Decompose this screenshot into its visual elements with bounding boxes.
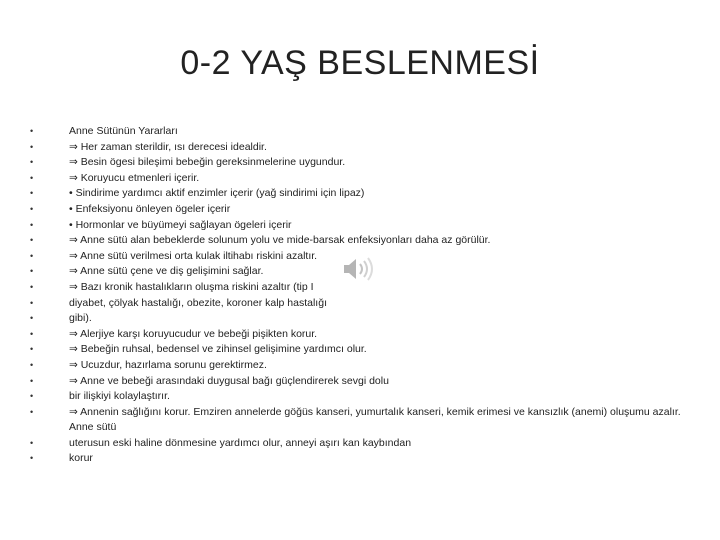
bullet-item: [30, 374, 690, 390]
bullet-dot: •: [30, 297, 34, 308]
bullet-item: [30, 233, 690, 249]
bullet-dot: •: [30, 328, 34, 339]
bullet-text: ⇒ Her zaman sterildir, ısı derecesi idealdir.: [69, 140, 267, 153]
bullet-item: [30, 358, 690, 374]
bullet-item: [30, 327, 690, 343]
bullet-dot: •: [30, 157, 34, 168]
bullet-text: ⇒ Koruyucu etmenleri içerir.: [69, 171, 200, 184]
bullet-dot: •: [30, 375, 34, 386]
bullet-dot: •: [30, 359, 34, 370]
bullet-text: ⇒ Annenin sağlığını korur. Emziren annelerde göğüs kanseri, yumurtalık kanseri, kemik erimesi ve kansızlık (anemi) oluşumu azalır. Anne sütü: [69, 405, 681, 434]
speaker-icon[interactable]: [340, 254, 380, 284]
bullet-text: • Hormonlar ve büyümeyi sağlayan ögeleri içerir: [69, 218, 292, 231]
bullet-item: [30, 436, 690, 452]
bullet-text: ⇒ Ucuzdur, hazırlama sorunu gerektirmez.: [69, 358, 267, 371]
bullet-dot: •: [30, 266, 34, 277]
bullet-dot: •: [30, 172, 34, 183]
bullet-text: diyabet, çölyak hastalığı, obezite, koroner kalp hastalığı: [69, 296, 327, 309]
bullet-item: [30, 140, 690, 156]
bullet-text: ⇒ Anne ve bebeği arasındaki duygusal bağı güçlendirerek sevgi dolu: [69, 374, 389, 387]
bullet-text: ⇒ Anne sütü verilmesi orta kulak iltihabı riskini azaltır.: [69, 249, 318, 262]
bullet-dot: •: [30, 203, 34, 214]
bullet-text: • Sindirime yardımcı aktif enzimler içerir (yağ sindirimi için lipaz): [69, 187, 365, 200]
slide-title: 0-2 YAŞ BESLENMESİ: [180, 44, 540, 82]
bullet-text: gibi).: [69, 312, 92, 325]
bullet-text: ⇒ Anne sütü çene ve diş gelişimini sağlar.: [69, 265, 264, 278]
bullet-item: [30, 389, 690, 405]
bullet-item: [30, 218, 690, 234]
bullet-dot: •: [30, 344, 34, 355]
bullet-item: [30, 202, 690, 218]
bullet-text: Anne Sütünün Yararları: [69, 125, 178, 137]
bullet-dot: •: [30, 126, 34, 136]
bullet-item: [30, 155, 690, 171]
bullet-text: ⇒ Bebeğin ruhsal, bedensel ve zihinsel gelişimine yardımcı olur.: [69, 343, 367, 356]
bullet-text: korur: [69, 452, 93, 465]
bullet-item: [30, 311, 690, 327]
bullet-text: bir ilişkiyi kolaylaştırır.: [69, 390, 170, 403]
bullet-dot: •: [30, 313, 34, 324]
bullet-dot: •: [30, 453, 34, 464]
bullet-item: [30, 342, 690, 358]
bullet-text: ⇒ Besin ögesi bileşimi bebeğin gereksinmelerine uygundur.: [69, 156, 346, 169]
bullet-text: ⇒ Bazı kronik hastalıkların oluşma riskini azaltır (tip I: [69, 280, 314, 293]
bullet-item: [30, 405, 690, 436]
bullet-item: [30, 124, 690, 140]
bullet-item: [30, 186, 690, 202]
bullet-dot: •: [30, 188, 34, 199]
bullet-item: [30, 451, 690, 467]
bullet-dot: •: [30, 406, 34, 417]
bullet-text: uterusun eski haline dönmesine yardımcı olur, anneyi aşırı kan kaybından: [69, 436, 412, 449]
bullet-dot: •: [30, 219, 34, 230]
bullet-item: [30, 171, 690, 187]
bullet-dot: •: [30, 141, 34, 152]
bullet-list: [30, 124, 690, 467]
bullet-text: ⇒ Alerjiye karşı koruyucudur ve bebeği pişikten korur.: [69, 327, 318, 340]
bullet-text: • Enfeksiyonu önleyen ögeler içerir: [69, 202, 231, 215]
bullet-dot: •: [30, 391, 34, 402]
bullet-dot: •: [30, 281, 34, 292]
bullet-dot: •: [30, 250, 34, 261]
bullet-item: [30, 296, 690, 312]
bullet-dot: •: [30, 437, 34, 448]
bullet-text: ⇒ Anne sütü alan bebeklerde solunum yolu ve mide-barsak enfeksiyonları daha az görülür.: [69, 234, 491, 247]
bullet-dot: •: [30, 235, 34, 246]
